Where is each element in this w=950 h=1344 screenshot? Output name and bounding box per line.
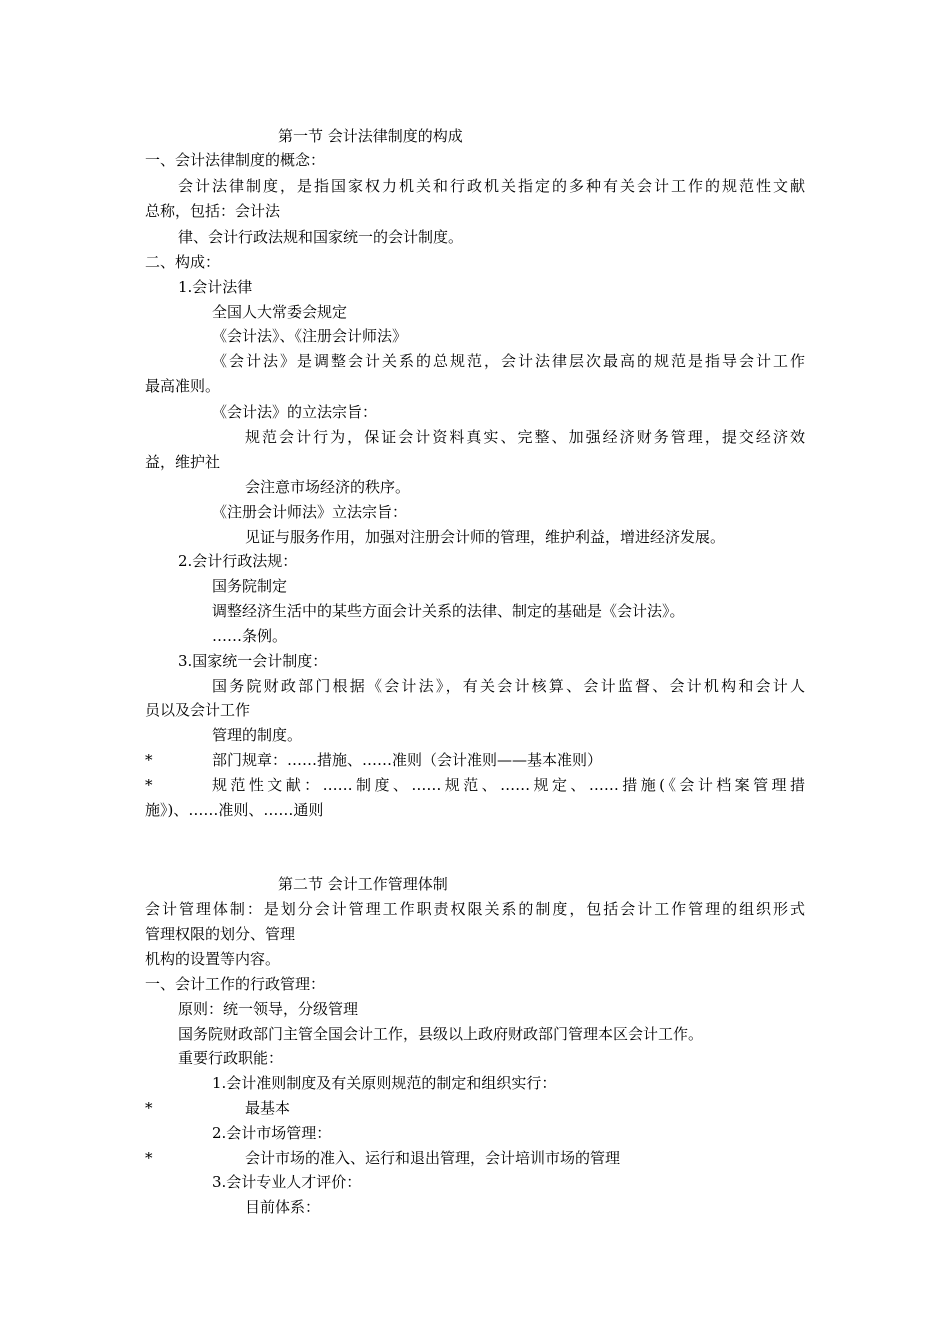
paragraph-line: 原则：统一领导，分级管理 — [178, 1000, 359, 1018]
paragraph-line: 最高准则。 — [145, 377, 221, 395]
paragraph-line: 《会计法》是调整会计关系的总规范，会计法律层次最高的规范是指导会计工作 — [212, 352, 805, 370]
paragraph-line: 见证与服务作用，加强对注册会计师的管理，维护利益，增进经济发展。 — [245, 528, 726, 546]
paragraph-line: 律、会计行政法规和国家统一的会计制度。 — [178, 228, 464, 246]
heading-admin-management: 一、会计工作的行政管理： — [145, 975, 326, 993]
bullet-marker: * — [145, 751, 153, 769]
paragraph-line: 全国人大常委会规定 — [212, 303, 348, 321]
paragraph-line: 员以及会计工作 — [145, 701, 251, 719]
paragraph-line: 规范会计行为，保证会计资料真实、完整、加强经济财务管理，提交经济效 — [245, 428, 805, 446]
paragraph-line: 3.会计专业人才评价： — [212, 1173, 362, 1191]
section-1-title: 第一节 会计法律制度的构成 — [278, 127, 463, 145]
paragraph-line: 2.会计市场管理： — [212, 1124, 332, 1142]
paragraph-line: 益，维护社 — [145, 453, 221, 471]
paragraph-line: 最基本 — [245, 1099, 291, 1117]
paragraph-line: 国务院制定 — [212, 577, 288, 595]
bullet-marker: * — [145, 1149, 153, 1167]
paragraph-line: 施》)、……准则、……通则 — [145, 801, 324, 819]
section-2-title: 第二节 会计工作管理体制 — [278, 875, 448, 893]
heading-concept: 一、会计法律制度的概念： — [145, 151, 326, 169]
paragraph-line: 重要行政职能： — [178, 1049, 284, 1067]
paragraph-line: 《会计法》、《注册会计师法》 — [212, 327, 408, 345]
paragraph-line: 规范性文献：……制度、……规范、……规定、……措施(《会计档案管理措 — [212, 776, 805, 794]
paragraph-line: 1.会计准则制度及有关原则规范的制定和组织实行： — [212, 1074, 557, 1092]
paragraph-line: 管理权限的划分、管理 — [145, 925, 296, 943]
paragraph-line: 调整经济生活中的某些方面会计关系的法律、制定的基础是《会计法》。 — [212, 602, 685, 620]
bullet-marker: * — [145, 776, 153, 794]
paragraph-line: 国务院财政部门主管全国会计工作，县级以上政府财政部门管理本区会计工作。 — [178, 1025, 704, 1043]
paragraph-line: 会注意市场经济的秩序。 — [245, 478, 411, 496]
heading-composition: 二、构成： — [145, 253, 221, 271]
subheading-admin-regulations: 2.会计行政法规： — [178, 552, 298, 570]
paragraph-line: 管理的制度。 — [212, 726, 303, 744]
paragraph-line: 会计法律制度，是指国家权力机关和行政机关指定的多种有关会计工作的规范性文献 — [178, 177, 805, 195]
paragraph-line: 会计管理体制：是划分会计管理工作职责权限关系的制度，包括会计工作管理的组织形式 — [145, 900, 805, 918]
subheading-unified-system: 3.国家统一会计制度： — [178, 652, 328, 670]
paragraph-line: 《会计法》的立法宗旨： — [212, 403, 378, 421]
paragraph-line: 目前体系： — [245, 1198, 321, 1216]
bullet-marker: * — [145, 1099, 153, 1117]
paragraph-line: 部门规章：……措施、……准则（会计准则——基本准则） — [212, 751, 603, 769]
paragraph-line: 国务院财政部门根据《会计法》，有关会计核算、会计监督、会计机构和会计人 — [212, 677, 805, 695]
paragraph-line: 会计市场的准入、运行和退出管理，会计培训市场的管理 — [245, 1149, 621, 1167]
paragraph-line: ……条例。 — [212, 627, 288, 645]
paragraph-line: 《注册会计师法》立法宗旨： — [212, 503, 408, 521]
paragraph-line: 机构的设置等内容。 — [145, 950, 281, 968]
paragraph-line: 总称，包括：会计法 — [145, 202, 281, 220]
subheading-accounting-law: 1.会计法律 — [178, 278, 253, 296]
